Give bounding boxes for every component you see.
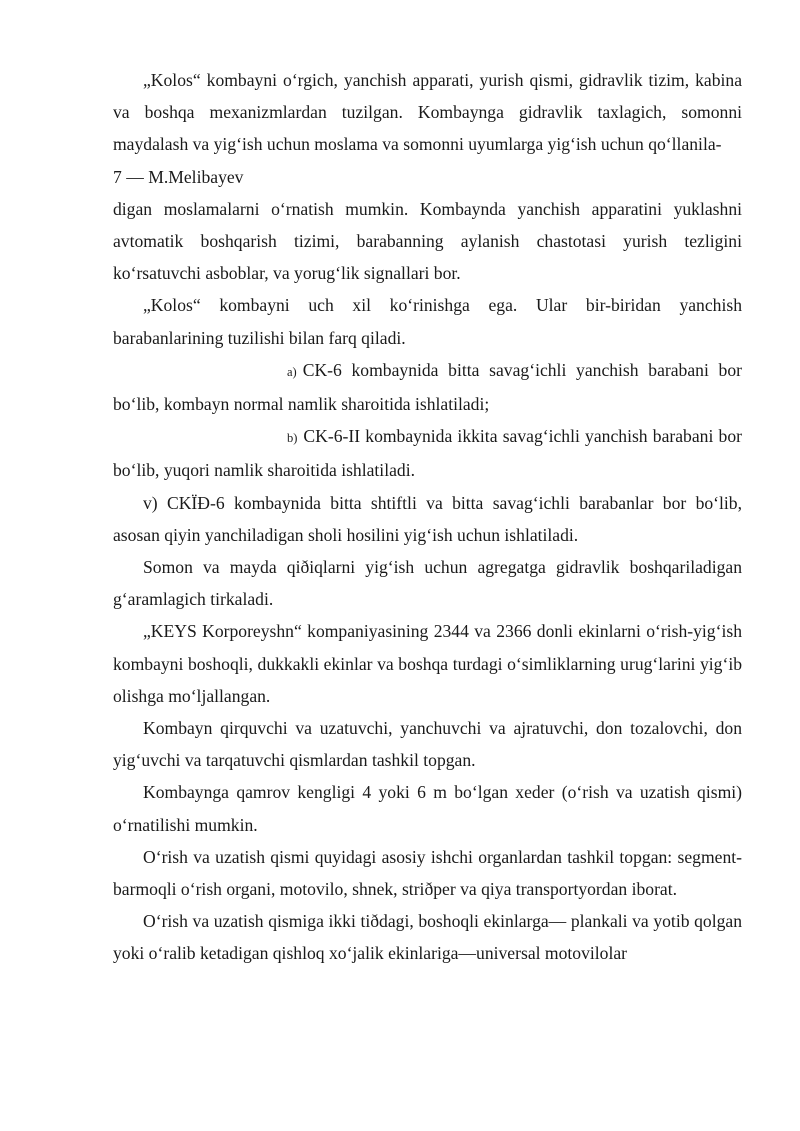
paragraph-motovilo: O‘rish va uzatish qismiga ikki tiðdagi, boshoqli ekinlarga— plankali va yotib qolgan yoki o‘ralib ketadigan qishloq xo‘jalik ekinlariga—universal motovilolar <box>113 911 742 964</box>
page-footnote: 7 — M.Melibayev <box>113 166 244 187</box>
list-marker-b: b) <box>287 431 298 446</box>
paragraph-organs: O‘rish va uzatish qismi quyidagi asosiy ishchi organlardan tashkil topgan: segment-barmoqli o‘rish organi, motovilo, shnek, striðper va qiya transportyordan iborat. <box>113 846 742 900</box>
paragraph-kolos-variants: „Kolos“ kombayni uch xil ko‘rinishga ega. Ular bir-biridan yanchish barabanlarining tuzilishi bilan farq qiladi. <box>113 295 742 348</box>
paragraph-keys: „KEYS Korporeyshn“ kompaniyasining 2344 va 2366 donli ekinlarni o‘rish-yig‘ish kombayni boshoqli, dukkakli ekinlar va boshqa turdagi o‘simliklarning urug‘larini yig‘ib olishga mo‘ljallangan. <box>113 621 742 706</box>
paragraph-continuation: digan moslamalarni o‘rnatish mumkin. Kombaynda yanchish apparatini yuklashni avtomatik boshqarish tizimi, barabanning aylanish chastotasi yurish tezligini ko‘rsatuvchi asboblar, va yorug‘lik signallari bor. <box>113 198 742 284</box>
list-item-b <box>113 420 742 486</box>
paragraph-header-width: Kombaynga qamrov kengligi 4 yoki 6 m bo‘lgan xeder (o‘rish va uzatish qismi) o‘rnatilishi mumkin. <box>113 782 742 835</box>
list-item-v: v) CKÏÐ-6 kombaynida bitta shtiftli va bitta savag‘ichli barabanlar bor bo‘lib, asosan qiyin yanchiladigan sholi hosilini yig‘ish uchun ishlatiladi. <box>113 492 742 545</box>
list-item-a-text: CK-6 kombaynida bitta savag‘ichli yanchish barabani bor bo‘lib, kombayn normal namlik sharoitida ishlatiladi; <box>113 359 742 415</box>
list-marker-a: a) <box>287 364 297 379</box>
list-item-a <box>113 354 742 420</box>
paragraph-kombayn-parts: Kombayn qirquvchi va uzatuvchi, yanchuvchi va ajratuvchi, don tozalovchi, don yig‘uvchi va tarqatuvchi qismlardan tashkil topgan. <box>113 718 742 771</box>
paragraph-kolos-intro: „Kolos“ kombayni o‘rgich, yanchish apparati, yurish qismi, gidravlik tizim, kabina va boshqa mexanizmlardan tuzilgan. Kombaynga gidravlik taxlagich, somonni maydalash va yig‘ish uchun moslama va somonni uyumlarga yig‘ish uchun qo‘llanila- <box>113 70 742 155</box>
document-page <box>113 64 742 970</box>
list-item-b-text: CK-6-II kombaynida ikkita savag‘ichli yanchish barabani bor bo‘lib, yuqori namlik sharoitida ishlatiladi. <box>113 426 742 481</box>
paragraph-somon: Somon va mayda qiðiqlarni yig‘ish uchun agregatga gidravlik boshqariladigan g‘aramlagich tirkaladi. <box>113 557 742 610</box>
